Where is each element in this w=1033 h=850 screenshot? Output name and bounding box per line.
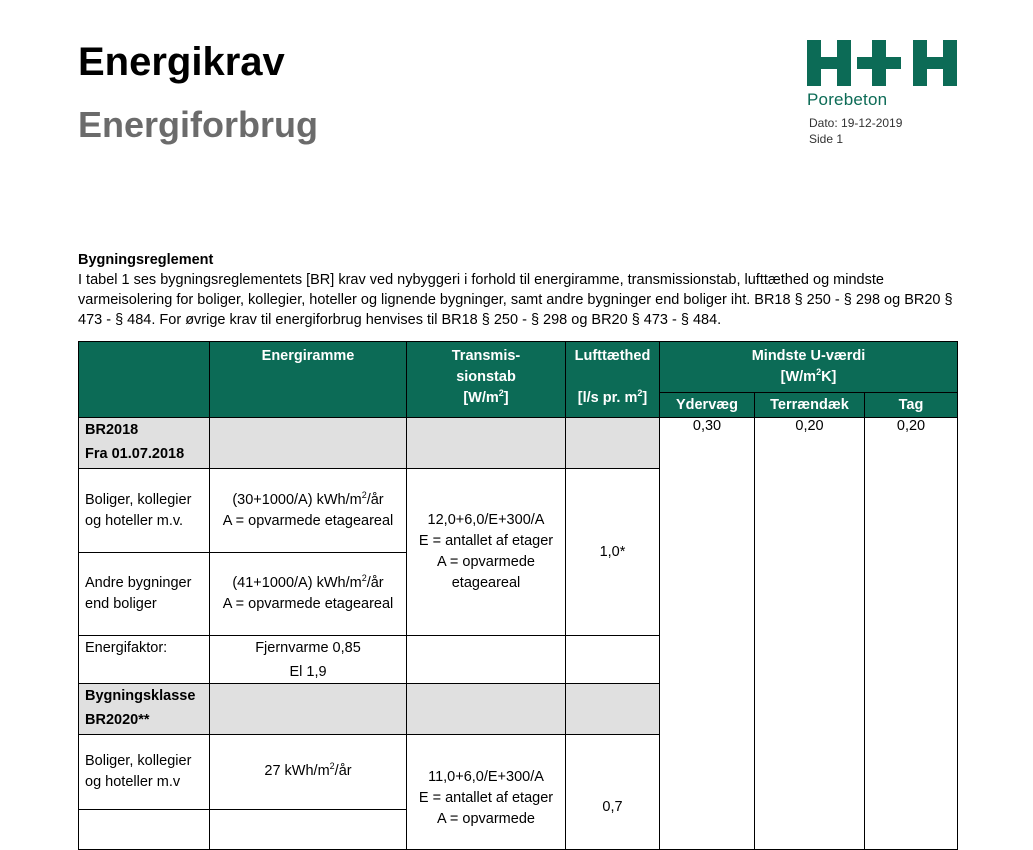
uvalue-tag: 0,20 [865, 418, 958, 850]
row-br2018-boliger-label: Boliger, kollegier og hoteller m.v. [79, 469, 210, 553]
header-mindste-u-vaerdi: Mindste U-værdi $[W/m^2K]$ [660, 342, 958, 393]
row-energifaktor-values: Fjernvarme 0,85 El 1,9 [210, 636, 407, 684]
row-br2020-lufttaethed: 0,7 [566, 735, 660, 850]
page-title: Energikrav [78, 40, 285, 84]
row-br2020-boliger-label: Boliger, kollegier og hoteller m.v [79, 735, 210, 810]
document-meta [809, 115, 902, 147]
header-ydervaeg: Ydervæg [660, 393, 755, 418]
hh-logo [807, 40, 957, 110]
row-br2018-boliger-energiramme: (30+1000/A) kWh/$m^2/år$ A = opvarmede etageareal [210, 469, 407, 553]
page-subtitle: Energiforbrug [78, 104, 318, 145]
row-energifaktor-empty-luft [566, 636, 660, 684]
section-br2020-empty-luft [566, 684, 660, 735]
row-br2020-next-energiramme [210, 810, 407, 850]
row-br2018-andre-label: Andre bygninger end boliger [79, 553, 210, 636]
hh-logo-mark [807, 40, 957, 86]
section-br2018-empty-transmis [407, 418, 566, 469]
row-br2018-lufttaethed: 1,0* [566, 469, 660, 636]
row-br2020-transmissionstab: 11,0+6,0/E+300/A E = antallet af etager A = opvarmede [407, 735, 566, 850]
header-tag: Tag [865, 393, 958, 418]
section-br2020-empty-transmis [407, 684, 566, 735]
requirements-table [78, 341, 958, 850]
uvalue-terraendaek: 0,20 [755, 418, 865, 850]
row-br2018-andre-energiramme: (41+1000/A) kWh/$m^2/år$ A = opvarmede etageareal [210, 553, 407, 636]
section-br2020: Bygningsklasse BR2020** [79, 684, 210, 735]
section-br2018: BR2018 Fra 01.07.2018 [79, 418, 210, 469]
row-energifaktor-label: Energifaktor: [79, 636, 210, 684]
document-date: Dato: 19-12-2019 [809, 116, 903, 130]
header-terraendaek: Terrændæk [755, 393, 865, 418]
intro-text: I tabel 1 ses bygningsreglementets [BR] krav ved nybyggeri i forhold til energiramme, transmissionstab, lufttæthed og mindste varmeisolering for boliger, kollegier, hoteller og lignende bygninger, samt andre bygninger end boliger iht. BR18 § 250 - § 298 og BR20 § 473 - § 484. For øvrige krav til energiforbrug henvises til BR18 § 250 - § 298 og BR20 § 473 - § 484. [78, 272, 953, 328]
row-br2018-transmissionstab: 12,0+6,0/E+300/A E = antallet af etager A = opvarmede etageareal [407, 469, 566, 636]
header-energiramme: Energiramme [210, 342, 407, 418]
section-br2020-empty-energiramme [210, 684, 407, 735]
section-br2018-empty-luft [566, 418, 660, 469]
header-lufttaethed: Lufttæthed [l/s pr. $m^2$] [566, 342, 660, 418]
header-transmissionstab: Transmis- sionstab $[W/m^2]$ [407, 342, 566, 418]
intro-heading: Bygningsreglement [78, 252, 214, 268]
intro-section [78, 250, 958, 330]
row-energifaktor-empty-transmis [407, 636, 566, 684]
uvalue-ydervaeg: 0,30 [660, 418, 755, 850]
logo-subtitle: Porebeton [807, 90, 888, 109]
page-number: Side 1 [809, 132, 844, 146]
row-br2020-next-label [79, 810, 210, 850]
row-br2020-boliger-energiramme: 27 kWh/$m^2/år$ [210, 735, 407, 810]
section-br2018-empty-energiramme [210, 418, 407, 469]
header-empty-cell [79, 342, 210, 418]
